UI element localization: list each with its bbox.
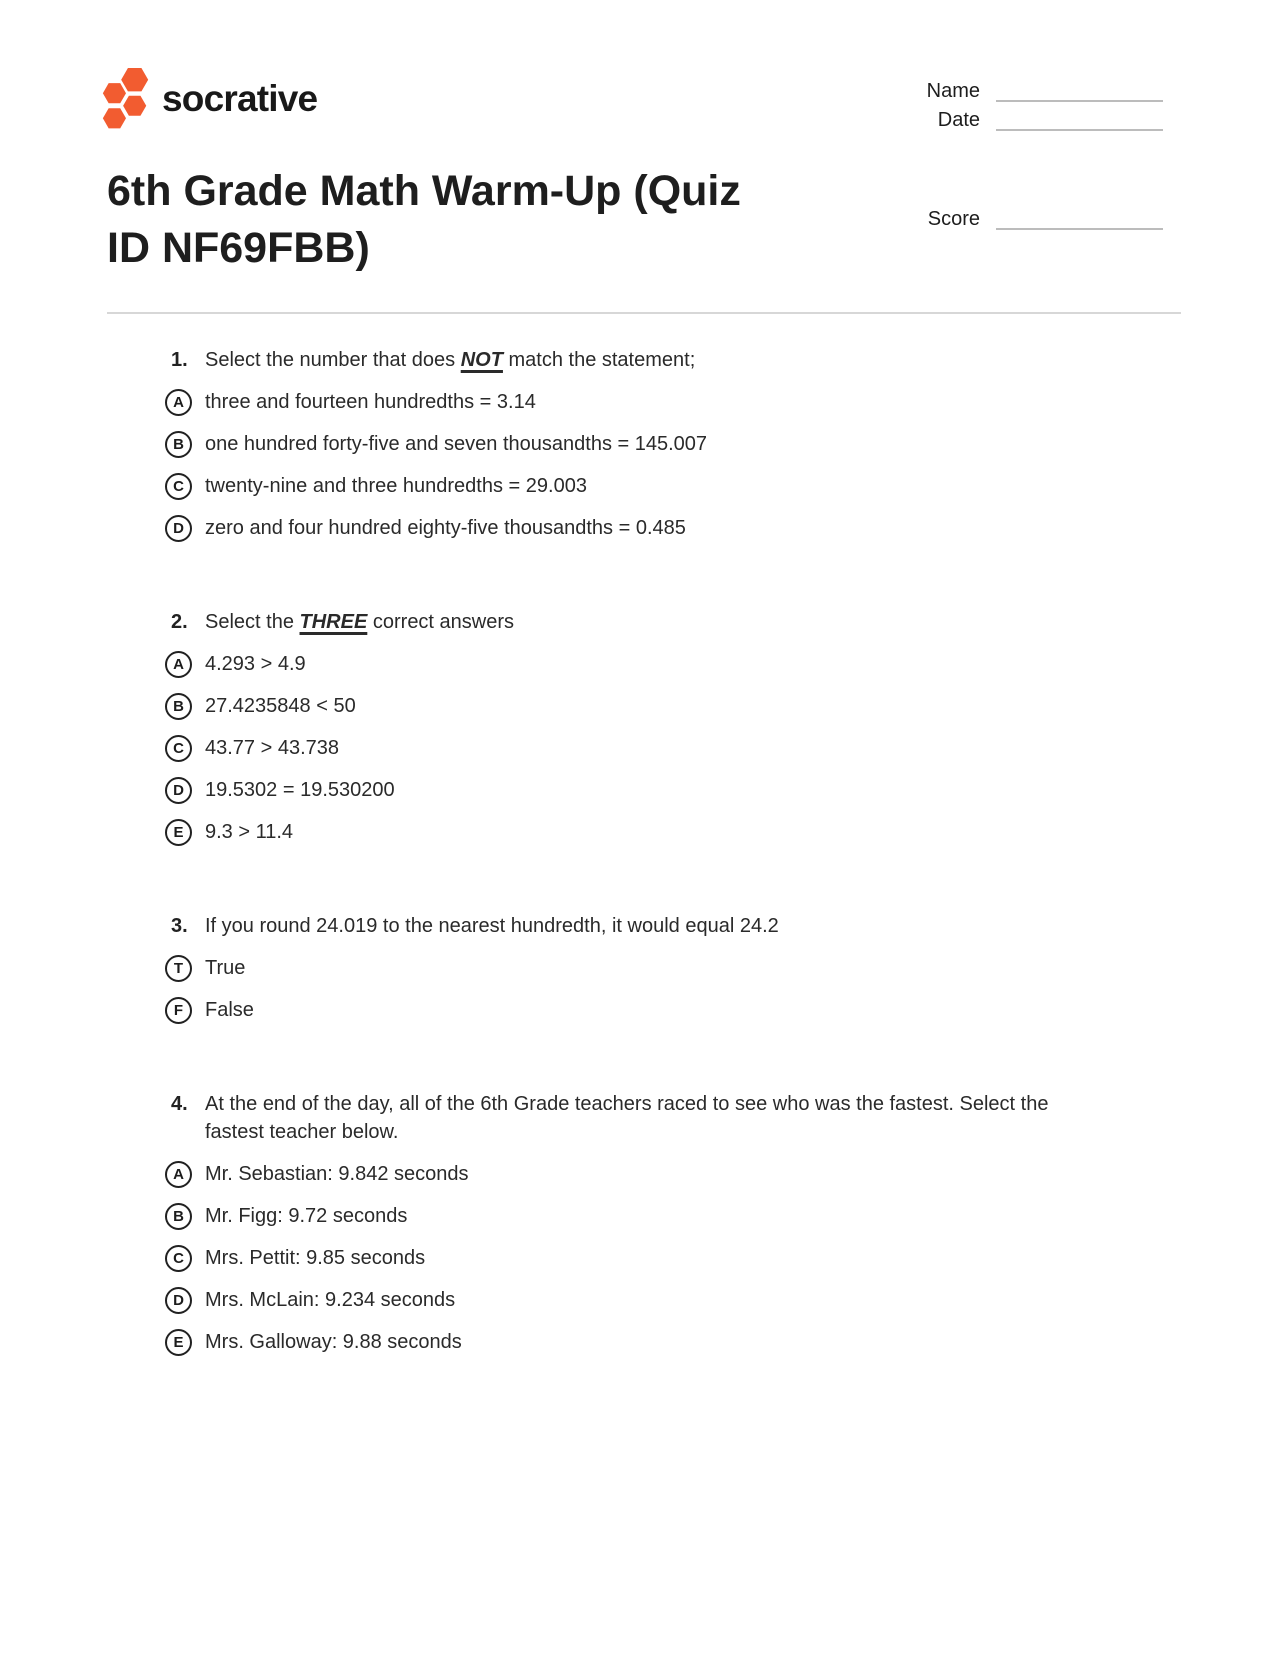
question-3 [165, 912, 1145, 1024]
question-number: 3. [171, 915, 188, 937]
option-bubble-e[interactable]: E [165, 819, 192, 846]
option-row [165, 735, 1145, 762]
student-fields [924, 80, 1163, 230]
option-text: Mrs. Galloway: 9.88 seconds [205, 1331, 462, 1353]
option-text: 27.4235848 < 50 [205, 695, 356, 717]
name-field-row [924, 80, 1163, 102]
score-field-row [924, 208, 1163, 230]
question-text [205, 1090, 1085, 1146]
stem-emphasis: NOT [460, 349, 503, 371]
stem-prefix: At the end of the day, all of the 6th Grade teachers raced to see who was the fastest. Select the fastest teacher below. [205, 1093, 1049, 1143]
question-text [205, 608, 514, 636]
option-bubble-a[interactable]: A [165, 389, 192, 416]
option-row [165, 473, 1145, 500]
option-row [165, 431, 1145, 458]
quiz-title-line-1: 6th Grade Math Warm-Up (Quiz [107, 167, 741, 215]
option-text: twenty-nine and three hundredths = 29.003 [205, 475, 587, 497]
date-blank-line [996, 109, 1163, 131]
question-number: 2. [171, 611, 188, 633]
question-text [205, 346, 695, 374]
option-bubble-d[interactable]: D [165, 777, 192, 804]
option-row [165, 819, 1145, 846]
option-row [165, 1287, 1145, 1314]
socrative-logo [99, 64, 317, 134]
option-text: 9.3 > 11.4 [205, 821, 294, 843]
option-bubble-a[interactable]: A [165, 1161, 192, 1188]
question-stem [165, 608, 1145, 636]
question-stem [165, 346, 1145, 374]
option-text: three and fourteen hundredths = 3.14 [205, 391, 536, 413]
option-bubble-b[interactable]: B [165, 431, 192, 458]
option-bubble-b[interactable]: B [165, 1203, 192, 1230]
option-text: Mrs. McLain: 9.234 seconds [205, 1289, 456, 1311]
question-stem [165, 1090, 1145, 1146]
date-field-row [924, 109, 1163, 131]
stem-suffix: match the statement; [502, 349, 696, 371]
question-1 [165, 346, 1145, 542]
stem-prefix: If you round 24.019 to the nearest hundredth, it would equal 24.2 [205, 915, 779, 937]
logo-wordmark: socrative [162, 78, 318, 119]
option-bubble-e[interactable]: E [165, 1329, 192, 1356]
stem-suffix: correct answers [367, 611, 515, 633]
option-text: one hundred forty-five and seven thousandths = 145.007 [205, 433, 708, 455]
option-bubble-c[interactable]: C [165, 735, 192, 762]
option-text: True [205, 957, 246, 979]
option-text: Mr. Sebastian: 9.842 seconds [205, 1163, 469, 1185]
option-row [165, 515, 1145, 542]
score-blank-line [996, 208, 1163, 230]
option-bubble-false[interactable]: F [165, 997, 192, 1024]
option-bubble-c[interactable]: C [165, 1245, 192, 1272]
option-row [165, 1203, 1145, 1230]
question-list [165, 346, 1145, 1356]
option-text: Mrs. Pettit: 9.85 seconds [205, 1247, 426, 1269]
quiz-title-line-2: ID NF69FBB) [107, 224, 370, 272]
quiz-title [107, 163, 741, 277]
stem-emphasis: THREE [299, 611, 368, 633]
name-blank-line [996, 80, 1163, 102]
option-text: Mr. Figg: 9.72 seconds [205, 1205, 408, 1227]
name-label: Name [926, 80, 980, 102]
option-row [165, 997, 1145, 1024]
question-4 [165, 1090, 1145, 1356]
option-bubble-d[interactable]: D [165, 515, 192, 542]
option-text: 43.77 > 43.738 [205, 737, 340, 759]
option-text: zero and four hundred eighty-five thousandths = 0.485 [205, 517, 686, 539]
option-bubble-a[interactable]: A [165, 651, 192, 678]
option-row [165, 955, 1145, 982]
score-label: Score [927, 208, 980, 230]
option-bubble-true[interactable]: T [165, 955, 192, 982]
question-number: 4. [171, 1093, 188, 1115]
option-text: 4.293 > 4.9 [205, 653, 306, 675]
option-row [165, 389, 1145, 416]
option-text: False [205, 999, 254, 1021]
stem-prefix: Select the number that does [205, 349, 461, 371]
option-row [165, 1161, 1145, 1188]
question-2 [165, 608, 1145, 846]
question-number: 1. [171, 349, 188, 371]
option-bubble-d[interactable]: D [165, 1287, 192, 1314]
option-row [165, 693, 1145, 720]
option-bubble-b[interactable]: B [165, 693, 192, 720]
option-row [165, 1329, 1145, 1356]
option-bubble-c[interactable]: C [165, 473, 192, 500]
option-row [165, 1245, 1145, 1272]
socrative-hexagons-icon [99, 64, 153, 134]
header-divider [107, 312, 1181, 314]
question-stem [165, 912, 1145, 940]
date-label: Date [937, 109, 980, 131]
option-row [165, 651, 1145, 678]
stem-prefix: Select the [205, 611, 300, 633]
option-row [165, 777, 1145, 804]
option-text: 19.5302 = 19.530200 [205, 779, 395, 801]
question-text [205, 912, 779, 940]
